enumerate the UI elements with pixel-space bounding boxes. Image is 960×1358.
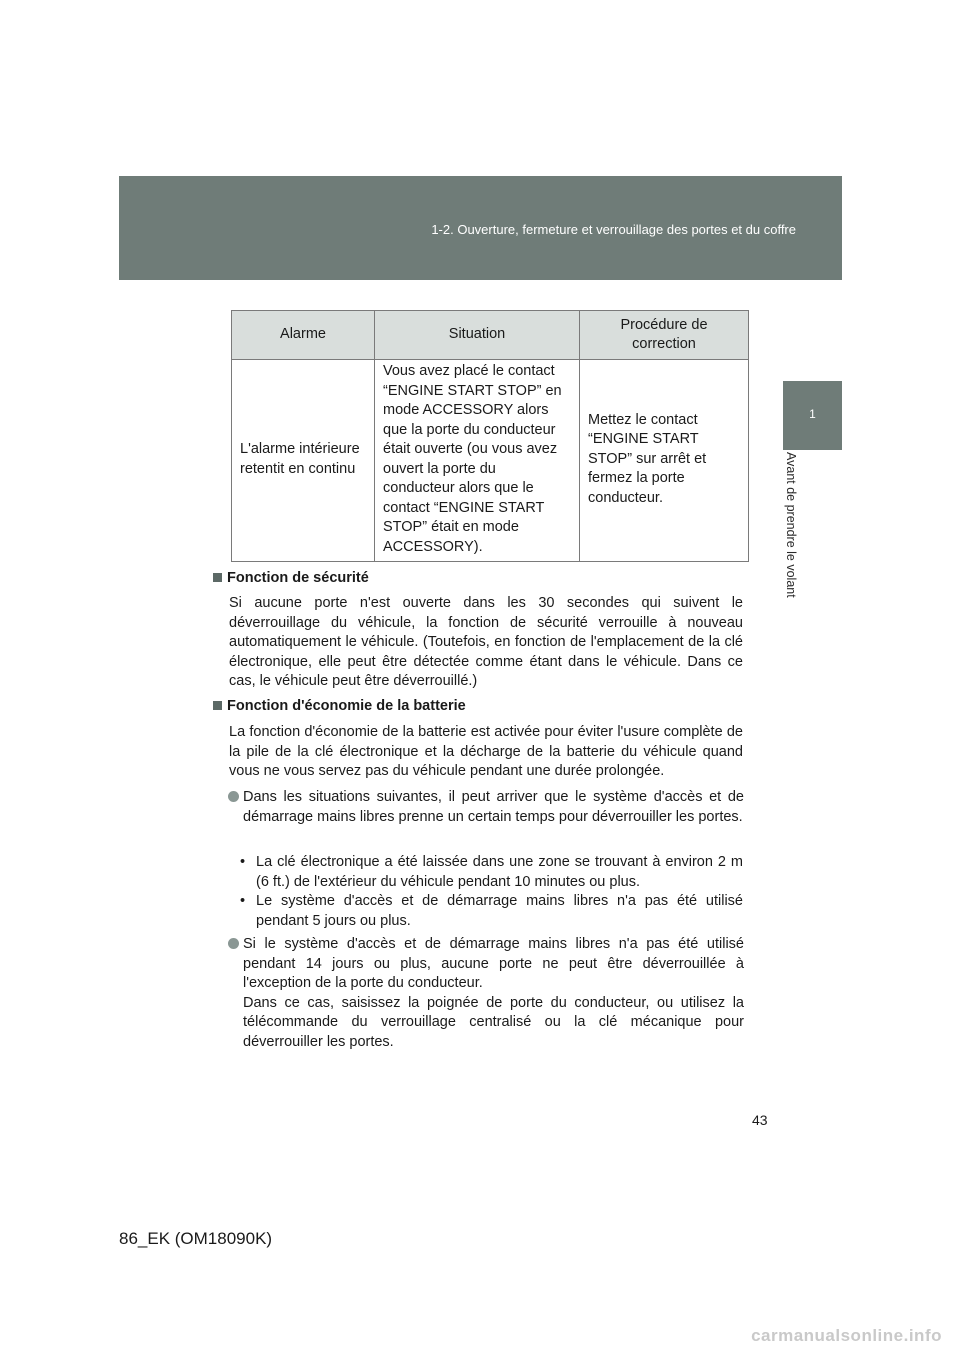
document-code: 86_EK (OM18090K) (119, 1229, 273, 1248)
list-item (228, 788, 744, 827)
page-number: 43 (752, 1112, 768, 1128)
table-row (232, 360, 749, 562)
sub-list-item (240, 853, 743, 892)
list-item-text: Si le système d'accès et de démarrage mains libres n'a pas été utilisé pendant 14 jours ou plus, aucune porte ne peut être déverrouillée à l'exception de la porte du conducteur. (243, 936, 744, 991)
table-header-row (232, 311, 749, 360)
table-header-situation: Situation (375, 311, 580, 360)
sub-list-item-text: Le système d'accès et de démarrage mains libres n'a pas été utilisé pendant 5 jours ou plus. (256, 893, 743, 929)
chapter-tab (783, 381, 842, 450)
table-cell-situation: Vous avez placé le contact “ENGINE START STOP” en mode ACCESSORY alors que la porte du conducteur était ouverte (ou vous avez ouvert la porte du conducteur alors que le contact “ENGINE START STOP” était en mode ACCESSORY). (375, 360, 580, 562)
watermark: carmanualsonline.info (751, 1326, 942, 1345)
table-header-alarm: Alarme (232, 311, 375, 360)
list-item-text: Dans les situations suivantes, il peut arriver que le système d'accès et de démarrage mains libres prenne un certain temps pour déverrouiller les portes. (243, 789, 744, 825)
chapter-label-container (778, 452, 804, 642)
section-paragraph: Si aucune porte n'est ouverte dans les 30 secondes qui suivent le déverrouillage du véhicule, la fonction de sécurité verrouille à nouveau automatiquement le véhicule. (Toutefois, en fonction de l'emplacement de la clé électronique, elle peut être détectée comme étant dans le véhicule. Dans ce cas, le véhicule peut être déverrouillé.) (229, 595, 743, 689)
circle-bullet-icon (228, 791, 239, 802)
section-heading-batterie (213, 698, 466, 714)
sub-list-item (240, 892, 743, 931)
section-title: 1-2. Ouverture, fermeture et verrouillage des portes et du coffre (431, 222, 796, 237)
chapter-number: 1 (809, 407, 816, 421)
dot-bullet-icon: • (240, 893, 246, 909)
table-cell-correction: Mettez le contact “ENGINE START STOP” sur arrêt et fermez la porte conducteur. (580, 360, 749, 562)
chapter-label: Avant de prendre le volant (784, 452, 798, 598)
list-item (228, 935, 744, 1052)
header-band (119, 176, 842, 280)
section-heading-text: Fonction de sécurité (227, 570, 369, 586)
square-bullet-icon (213, 701, 222, 710)
table-header-correction: Procédure de correction (580, 311, 749, 360)
section-heading-text: Fonction d'économie de la batterie (227, 698, 466, 714)
table-cell-alarm: L'alarme intérieure retentit en continu (232, 360, 375, 562)
alarm-table (231, 310, 749, 562)
list-item-text-continued: Dans ce cas, saisissez la poignée de porte du conducteur, ou utilisez la télécommande du verrouillage centralisé ou la clé mécanique pour déverrouiller les portes. (243, 994, 744, 1050)
sub-list-item-text: La clé électronique a été laissée dans une zone se trouvant à environ 2 m (6 ft.) de l'extérieur du véhicule pendant 10 minutes ou plus. (256, 854, 743, 890)
section-paragraph: La fonction d'économie de la batterie est activée pour éviter l'usure complète de la pile de la clé électronique et la décharge de la batterie du véhicule quand vous ne vous servez pas du véhicule pendant une durée prolongée. (229, 724, 743, 779)
section-heading-securite (213, 570, 369, 586)
circle-bullet-icon (228, 938, 239, 949)
dot-bullet-icon: • (240, 854, 246, 870)
square-bullet-icon (213, 573, 222, 582)
